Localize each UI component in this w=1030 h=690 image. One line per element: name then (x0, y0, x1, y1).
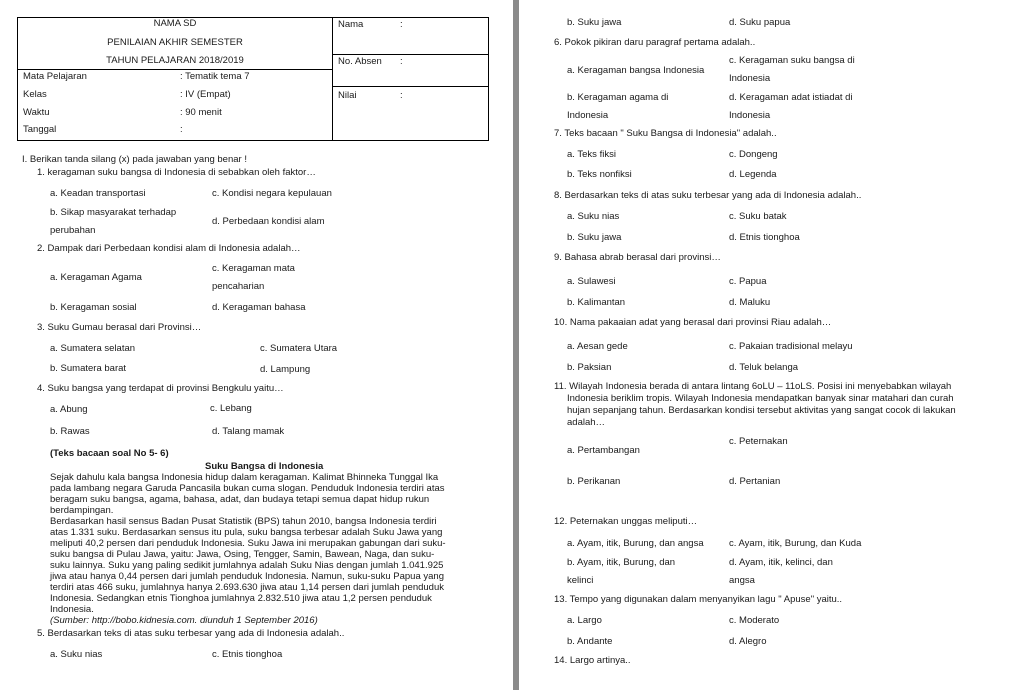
q12-stem: 12. Peternakan unggas meliputi… (554, 516, 698, 527)
page-right (519, 0, 1030, 690)
q12-option-d: d. Ayam, itik, kelinci, dan (729, 557, 833, 568)
q13-option-c: c. Moderato (729, 615, 780, 626)
table-border-bottom (17, 140, 489, 141)
field-value-time: : 90 menit (180, 107, 222, 118)
nilai-label: Nilai (338, 90, 357, 101)
q4-option-c: c. Lebang (210, 403, 252, 414)
q6-option-b-cont: Indonesia (567, 110, 609, 121)
q1-option-d: d. Perbedaan kondisi alam (212, 216, 325, 227)
passage-line: beragam suku bangsa, agama, bahasa, adat, dan budaya tetapi semua dapat hidup rukun (50, 494, 430, 505)
page-left (0, 0, 513, 690)
field-label-subject: Mata Pelajaran (23, 71, 87, 82)
nama-label: Nama (338, 19, 364, 30)
field-label-class: Kelas (23, 89, 47, 100)
q4-stem: 4. Suku bangsa yang terdapat di provinsi Bengkulu yaitu… (37, 383, 284, 394)
absen-label: No. Absen (338, 56, 382, 67)
field-label-date: Tanggal (23, 124, 57, 135)
q4-option-d: d. Talang mamak (212, 426, 285, 437)
q6-option-d: d. Keragaman adat istiadat di (729, 92, 853, 103)
q1-option-c: c. Kondisi negara kepulauan (212, 188, 332, 199)
school-year: TAHUN PELAJARAN 2018/2019 (106, 55, 244, 66)
q3-option-c: c. Sumatera Utara (260, 343, 338, 354)
passage-source: (Sumber: http://bobo.kidnesia.com. diunduh 1 September 2016) (50, 615, 318, 626)
q11-option-d: d. Pertanian (729, 476, 781, 487)
table-border-left (17, 17, 18, 141)
q10-option-c: c. Pakaian tradisional melayu (729, 341, 853, 352)
q9-option-d: d. Maluku (729, 297, 771, 308)
q12-option-b: b. Ayam, itik, Burung, dan (567, 557, 676, 568)
q6-option-d-cont: Indonesia (729, 110, 771, 121)
q11-option-a: a. Pertambangan (567, 445, 640, 456)
field-value-date: : (180, 124, 183, 135)
q11-stem-line: hujan sepanjang tahun. Berdasarkan kondisi tersebut aktivitas yang sangat cocok di lakukan (567, 405, 956, 416)
instruction: I. Berikan tanda silang (x) pada jawaban yang benar ! (22, 154, 247, 165)
q8-option-d: d. Etnis tionghoa (729, 232, 800, 243)
q7-option-a: a. Teks fiksi (567, 149, 616, 160)
table-border-mid (17, 69, 333, 70)
q3-option-b: b. Sumatera barat (50, 363, 127, 374)
q8-option-a: a. Suku nias (567, 211, 620, 222)
q12-option-c: c. Ayam, itik, Burung, dan Kuda (729, 538, 862, 549)
q4-option-a: a. Abung (50, 404, 88, 415)
q10-option-a: a. Aesan gede (567, 341, 628, 352)
q9-option-a: a. Sulawesi (567, 276, 616, 287)
q2-option-c-cont: pencaharian (212, 281, 265, 292)
q3-stem: 3. Suku Gumau berasal dari Provinsi… (37, 322, 202, 333)
q2-option-c: c. Keragaman mata (212, 263, 295, 274)
q10-option-d: d. Teluk belanga (729, 362, 799, 373)
passage-line: pada lambang negara Garuda Pancasila bukan cuma slogan. Penduduk Indonesia terdiri atas (50, 483, 445, 494)
q2-stem: 2. Dampak dari Perbedaan kondisi alam di Indonesia adalah… (37, 243, 301, 254)
passage-line: Sejak dahulu kala bangsa Indonesia hidup dalam keragaman. Kalimat Bhinneka Tunggal Ika (50, 472, 439, 483)
q14-stem: 14. Largo artinya.. (554, 655, 631, 666)
table-border-right (488, 17, 489, 141)
q10-option-b: b. Paksian (567, 362, 612, 373)
q7-option-c: c. Dongeng (729, 149, 778, 160)
q13-option-a: a. Largo (567, 615, 602, 626)
passage-line: suku lainnya. Suku yang paling sedikit jumlahnya adalah Suku Nias dengan jumlah 1.041.925 (50, 560, 444, 571)
passage-line: terdiri atas 466 suku, jumlahnya hanya 2.693.630 jiwa atau 1,14 persen dari jumlah penduduk (50, 582, 444, 593)
passage-line: Indonesia. Sedangkan etnis Tionghoa jumlahnya 2.832.510 jiwa atau 1,2 persen penduduk (50, 593, 432, 604)
passage-title: Suku Bangsa di Indonesia (205, 461, 324, 472)
q13-option-d: d. Alegro (729, 636, 767, 647)
q2-option-a: a. Keragaman Agama (50, 272, 142, 283)
q4-option-b: b. Rawas (50, 426, 90, 437)
table-border-center (332, 17, 333, 141)
q5-stem: 5. Berdasarkan teks di atas suku terbesar yang ada di Indonesia adalah.. (37, 628, 345, 639)
field-label-time: Waktu (23, 107, 50, 118)
q1-stem: 1. keragaman suku bangsa di Indonesia di sebabkan oleh faktor… (37, 167, 316, 178)
q1-option-a: a. Keadan transportasi (50, 188, 146, 199)
q6-option-c-cont: Indonesia (729, 73, 771, 84)
q12-option-a: a. Ayam, itik, Burung, dan angsa (567, 538, 704, 549)
q9-option-b: b. Kalimantan (567, 297, 626, 308)
nilai-colon: : (400, 90, 403, 101)
table-border-nama (332, 54, 489, 55)
q13-stem: 13. Tempo yang digunakan dalam menyanyikan lagu " Apuse" yaitu.. (554, 594, 843, 605)
passage-line: berdampingan. (50, 505, 114, 516)
absen-colon: : (400, 56, 403, 67)
q11-option-c: c. Peternakan (729, 436, 788, 447)
q8-stem: 8. Berdasarkan teks di atas suku terbesar yang ada di Indonesia adalah.. (554, 190, 862, 201)
q6-option-b: b. Keragaman agama di (567, 92, 669, 103)
passage-line: atas 1.331 suku. Berdasarkan sensus itu pula, suku bangsa terbesar adalah Suku Jawa yang (50, 527, 443, 538)
passage-line: jiwa atau hanya 0,44 persen dari jumlah penduduk Indonesia. Namun, suku-suku Papua yang (50, 571, 444, 582)
passage-line: suku bangsa di Pulau Jawa, yaitu: Jawa, Osing, Tengger, Samin, Bawean, Naga, dan suku- (50, 549, 435, 560)
q12-option-b-cont: kelinci (567, 575, 594, 586)
q12-option-d-cont: angsa (729, 575, 755, 586)
q10-stem: 10. Nama pakaaian adat yang berasal dari provinsi Riau adalah… (554, 317, 832, 328)
q6-option-c: c. Keragaman suku bangsa di (729, 55, 855, 66)
q11-option-b: b. Perikanan (567, 476, 621, 487)
table-border-absen (332, 86, 489, 87)
exam-title: PENILAIAN AKHIR SEMESTER (107, 37, 243, 48)
passage-line: Berdasarkan hasil sensus Badan Pusat Statistik (BPS) tahun 2010, bangsa Indonesia terdiri (50, 516, 437, 527)
q8-option-c: c. Suku batak (729, 211, 787, 222)
passage-line: Indonesia. (50, 604, 94, 615)
q1-option-b: b. Sikap masyarakat terhadap (50, 207, 177, 218)
q7-option-b: b. Teks nonfiksi (567, 169, 632, 180)
q8-option-b: b. Suku jawa (567, 232, 622, 243)
q11-stem-line: Indonesia beriklim tropis. Wilayah Indonesia mendapatkan banyak sinar matahari dan curah (567, 393, 954, 404)
q9-stem: 9. Bahasa abrab berasal dari provinsi… (554, 252, 721, 263)
q5-option-a: a. Suku nias (50, 649, 103, 660)
q2-option-d: d. Keragaman bahasa (212, 302, 306, 313)
school-name: NAMA SD (153, 18, 197, 29)
q13-option-b: b. Andante (567, 636, 613, 647)
q11-stem-line: adalah… (567, 417, 606, 428)
q5-option-d: d. Suku papua (729, 17, 791, 28)
passage-intro: (Teks bacaan soal No 5- 6) (50, 448, 169, 459)
passage-line: meliputi 40,2 persen dari penduduk Indonesia. Suku Jawa ini merupakan gabungan dari suku- (50, 538, 446, 549)
q1-option-b-cont: perubahan (50, 225, 96, 236)
q9-option-c: c. Papua (729, 276, 767, 287)
q3-option-d: d. Lampung (260, 364, 311, 375)
q7-option-d: d. Legenda (729, 169, 777, 180)
q7-stem: 7. Teks bacaan " Suku Bangsa di Indonesia" adalah.. (554, 128, 777, 139)
field-value-subject: : Tematik tema 7 (180, 71, 250, 82)
q2-option-b: b. Keragaman sosial (50, 302, 137, 313)
q6-stem: 6. Pokok pikiran daru paragraf pertama adalah.. (554, 37, 756, 48)
q11-stem-line: 11. Wilayah Indonesia berada di antara lintang 6oLU – 11oLS. Posisi ini menyebabkan wilayah (554, 381, 952, 392)
field-value-class: : IV (Empat) (180, 89, 231, 100)
q6-option-a: a. Keragaman bangsa Indonesia (567, 65, 705, 76)
q5-option-b: b. Suku jawa (567, 17, 622, 28)
q3-option-a: a. Sumatera selatan (50, 343, 136, 354)
q5-option-c: c. Etnis tionghoa (212, 649, 283, 660)
nama-colon: : (400, 19, 403, 30)
